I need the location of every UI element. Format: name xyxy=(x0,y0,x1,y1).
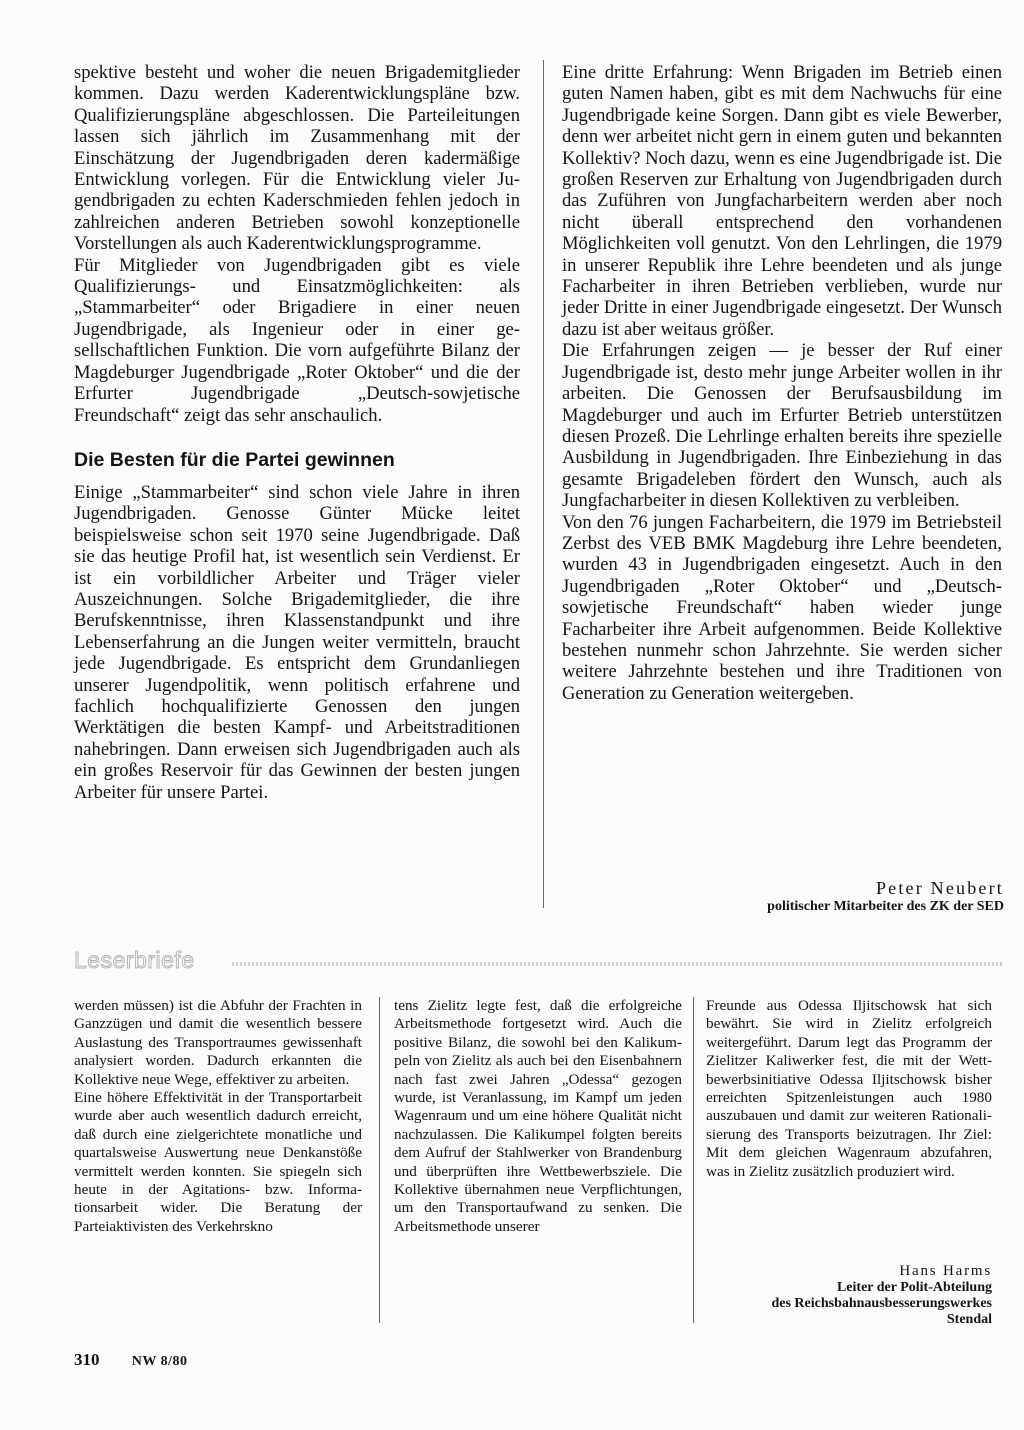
page-footer xyxy=(74,1350,188,1370)
letter-author-role-line: Leiter der Polit-Abteilung xyxy=(836,1280,992,1295)
article-paragraph: Eine dritte Erfahrung: Wenn Brigaden im Betrieb einen guten Namen haben, gibt es mit dem Nachwuchs für eine Jugendbrigade keine Sorgen. Dann gibt es viele Bewerber, denn wer arbeitet nicht gern in einem guten und bekannten Kollektiv? Noch dazu, wenn es eine Jugendbrigade ist. Die großen Reserven zur Erhaltung von Jugendbrigaden durch das Zuführen von Jungfacharbeitern werden aber noch nicht überall entsprechend den vorhandenen Möglichkeiten voll genutzt. Von den Lehrlingen, die 1979 in unserer Republik ihre Lehre beendeten und als junge Facharbeiter in ihren Betrieben verblieben, wurde nur jeder Dritte in einer Jugendbrigade eingesetzt. Der Wunsch dazu ist aber weitaus größer. xyxy=(562,62,1002,340)
letter-author-name: Hans Harms xyxy=(899,1263,992,1279)
letter-author-role xyxy=(771,1280,992,1328)
column-divider xyxy=(543,60,544,908)
section-label: Leserbriefe xyxy=(74,947,195,973)
letter-author-role-line: Stendal xyxy=(946,1312,992,1327)
section-header xyxy=(74,945,1004,979)
article-paragraph: Einige „Stammarbeiter“ sind schon viele Jahre in ihren Jugendbrigaden. Genosse Günter Mücke leitet beispielsweise schon seit 1970 seine Jugendbrigade. Daß sie das heutige Profil hat, ist wesentlich sein Verdienst. Er ist ein vorbildlicher Arbeiter und Träger vieler Auszeichnungen. Solche Brigademitglieder, die ihre Berufskenntnisse, ihren Klassenstandpunkt und ihre Lebenserfahrung an die Jungen weiter vermitteln, braucht jede Jugendbrigade. Es entspricht dem Grundanliegen unserer Jugendpolitik, wenn politisch erfahrene und fachlich hochqualifizierte Genossen den jungen Werktätigen die besten Kampf- und Arbeitstraditionen nahebringen. Dann erweisen sich Jugendbrigaden auch als ein großes Reservoir für das Gewinnen der besten jungen Arbeiter für unsere Partei. xyxy=(74,481,520,803)
letter-paragraph: werden müssen) ist die Abfuhr der Frachten in Ganzzügen und damit die wesentlich bessere Auslastung des Transportraumes gewissenhaft analysiert worden. Dadurch erkannten die Kollektive neue Wege, effektiver zu arbeiten. xyxy=(74,997,362,1088)
column-divider xyxy=(693,997,694,1323)
article-paragraph: Von den 76 jungen Facharbeitern, die 1979 im Betriebsteil Zerbst des VEB BMK Magdeburg ihre Lehre beendeten, wurden 43 in Jugendbrigaden eingesetzt. Auch in den Jugendbrigaden „Roter Oktober“ und „Deutsch-sowjetische Freundschaft“ haben wieder junge Facharbeiter ihre Arbeit aufgenommen. Beide Kollektive bestehen nunmehr schon Jahrzehnte. Sie werden sicher weitere Jahrzehnte bestehen und ihre Traditionen von Generation zu Generation weitergeben. xyxy=(562,511,1002,704)
article-column-right xyxy=(562,62,1002,704)
article-paragraph: Für Mitglieder von Jugendbrigaden gibt es viele Qualifizierungs- und Einsatzmöglichkeiten: als „Stammarbeiter“ oder Brigadiere in einer neuen Jugendbrigade, als Ingenieur oder in einer gesellschaftlichen Funktion. Die vorn aufgeführte Bilanz der Magdeburger Jugendbrigade „Roter Oktober“ und die der Erfurter Jugendbrigade „Deutsch-sowjetische Freundschaft“ zeigt das sehr anschaulich. xyxy=(74,254,520,426)
article-paragraph: spektive besteht und woher die neuen Brigademitglieder kommen. Dazu werden Kaderentwicklungspläne bzw. Qualifizierungspläne abgeschlossen. Die Parteileitungen lassen sich jährlich im Zusammenhang mit der Einschätzung der Jugendbrigaden deren kadermäßige Entwicklung vorlegen. Für die Entwicklung vieler Jugendbrigaden zu echten Kaderschmieden fehlen jedoch in zahlreichen anderen Betrieben sowohl konzeptionelle Vorstellungen als auch Kaderentwicklungsprogramme. xyxy=(74,62,520,255)
page-number: 310 xyxy=(74,1350,100,1369)
letter-paragraph: tens Zielitz legte fest, daß die erfolgreiche Arbeitsmethode fortgesetzt wird. Auch die positive Bilanz, die sowohl bei den Kalikumpeln von Zielitz als auch bei den Eisenbahnern nach fast zwei Jahren „Odessa“ gezogen wurde, ist Veranlassung, im Kampf um jeden Wagenraum und um eine höhere Qualität nicht nachzulassen. Die Kalikumpel folgten bereits dem Aufruf der Stahlwerker von Brandenburg und überprüften ihre Wettbewerbsziele. Die Kollektive übernahmen neue Verpflichtungen, um den Transportaufwand zu senken. Die Arbeitsmethode unserer xyxy=(394,997,682,1235)
letter-paragraph: Eine höhere Effektivität in der Transportarbeit wurde aber auch wesentlich dadurch erreicht, daß durch eine zielgerichtete monatliche und quartalsweise Auswertung neue Denkanstöße vermittelt werden konnten. Sie spiegeln sich heute in der Agitations- bzw. Informationsarbeit wider. Die Beratung der Parteiaktivisten des Verkehrskno xyxy=(74,1089,362,1235)
section-rule xyxy=(232,962,1004,966)
section-heading: Die Besten für die Partei gewinnen xyxy=(74,448,395,471)
letter-paragraph: Freunde aus Odessa Iljitschowsk hat sich bewährt. Sie wird in Zielitz erfolgreich weitergeführt. Darum legt das Programm der Zielitzer Kaliwerker fest, die mit der Wettbewerbsinitiative Odessa Iljitschowsk bisher erreichten Spitzenleistungen auch 1980 auszubauen und damit zur weiteren Rationalisierung des Transports beizutragen. Ihr Ziel: Mit dem gleichen Wagenraum abzufahren, was in Zielitz zusätzlich produziert wird. xyxy=(706,997,992,1180)
issue-label: NW 8/80 xyxy=(131,1354,188,1369)
letter-column-3 xyxy=(706,997,992,1181)
letter-column-2 xyxy=(394,997,682,1236)
article-column-left xyxy=(74,62,520,803)
letter-signature xyxy=(771,1262,992,1328)
author-role: politischer Mitarbeiter des ZK der SED xyxy=(767,899,1004,914)
letter-author-role-line: des Reichsbahnausbesserungswerkes xyxy=(771,1296,992,1311)
author-name: Peter Neubert xyxy=(875,878,1004,898)
article-paragraph: Die Erfahrungen zeigen — je besser der Ruf einer Jugendbrigade ist, desto mehr junge Arbeiter wollen in ihr arbeiten. Die Genossen der Berufsausbildung im Magdeburger und auch im Erfurter Betrieb unterstützen diesen Prozeß. Die Lehrlinge erhalten bereits ihre spezielle Ausbildung in Jugendbrigaden. Ihre Einbeziehung in das gesamte Brigadeleben fördert den Wunsch, auch als Jungfacharbeiter in diesen Kollektiven zu verbleiben. xyxy=(562,340,1002,512)
column-divider xyxy=(379,997,380,1323)
letter-column-1 xyxy=(74,997,362,1236)
article-signature xyxy=(767,878,1004,916)
